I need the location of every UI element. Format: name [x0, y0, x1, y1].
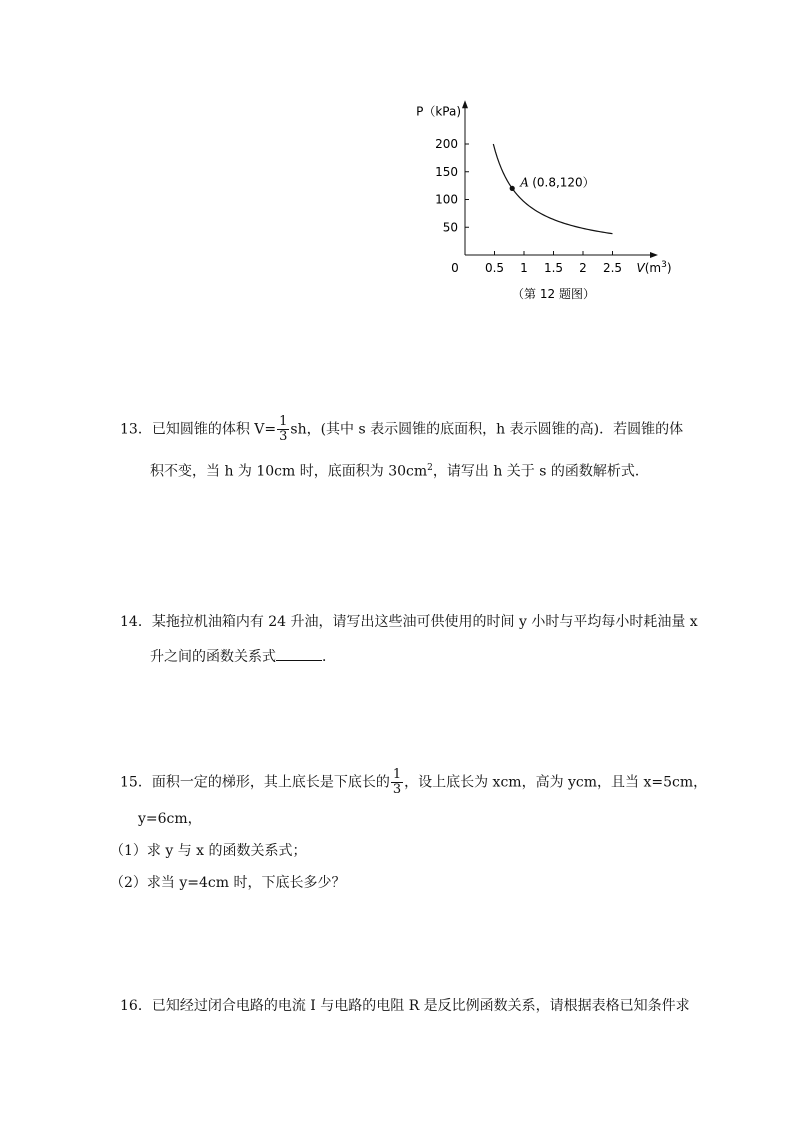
question-15-line-2: y=6cm， [138, 811, 202, 827]
x-tick-label: 2 [579, 261, 587, 275]
one-third-fraction [277, 415, 289, 444]
question-14-line-2a: 升之间的函数关系式 [150, 649, 276, 665]
point-a-name: A [520, 175, 529, 190]
point-a-label: (0.8,120） [532, 175, 595, 190]
fraction-denominator: 3 [392, 782, 402, 797]
y-tick-label: 200 [435, 137, 458, 151]
question-13-line-2b: ，请写出 h 关于 s 的函数解析式． [432, 463, 649, 480]
y-tick-label: 50 [442, 220, 458, 235]
fraction-denominator: 3 [279, 429, 288, 444]
chart-caption: （第 12 题图） [512, 287, 595, 301]
question-13-after-fraction: sh，(其中 s 表示圆锥的底面积，h 表示圆锥的高)．若圆锥的体 [290, 421, 684, 438]
y-axis-arrow [462, 100, 468, 108]
x-tick-label: 0.5 [484, 261, 505, 275]
x-axis-arrow [650, 252, 658, 258]
question-15-prefix: 15．面积一定的梯形，其上底长是下底长的 [120, 774, 390, 791]
question-13-prefix: 13．已知圆锥的体积 V= [120, 421, 277, 438]
question-15-after-fraction: ，设上底长为 xcm，高为 ycm，且当 x=5cm， [404, 774, 708, 791]
question-13-line-1 [120, 414, 684, 444]
question-14-line-2b: ． [322, 649, 336, 665]
question-15-part-2: （2）求当 y=4cm 时，下底长多少？ [110, 875, 346, 891]
y-tick-label: 150 [435, 164, 458, 179]
question-15-part-1: （1）求 y 与 x 的函数关系式； [110, 843, 307, 859]
origin-label: 0 [451, 261, 459, 275]
fraction-numerator: 1 [279, 414, 288, 429]
question-16 [120, 996, 690, 1016]
question-15 [110, 767, 708, 893]
x-tick-label: 2.5 [602, 261, 623, 275]
x-axis-label: $V(m^3)$ [636, 260, 672, 275]
y-tick-label: 100 [435, 192, 458, 207]
question-13 [120, 414, 684, 482]
question-14 [120, 612, 698, 667]
question-15-line-1 [120, 767, 708, 797]
fraction-numerator: 1 [392, 767, 402, 782]
question-16-line-1: 16．已知经过闭合电路的电流 I 与电路的电阻 R 是反比例函数关系，请根据表格已知条件求 [120, 998, 690, 1014]
question-13-line-2a: 积不变，当 h 为 10cm 时，底面积为 30cm [150, 463, 428, 480]
x-tick-label: 1.5 [543, 261, 564, 275]
answer-blank [276, 646, 322, 661]
question-14-line-1: 14．某拖拉机油箱内有 24 升油，请写出这些油可供使用的时间 y 小时与平均每小时耗油量 x [120, 614, 698, 630]
question-14-line-2 [120, 646, 680, 667]
y-axis-label: P（kPa) [416, 104, 461, 119]
x-tick-label: 1 [520, 261, 528, 275]
point-a-marker [510, 186, 515, 191]
question-13-line-2 [120, 458, 680, 482]
pressure-volume-graph [400, 90, 700, 320]
one-third-fraction [391, 768, 403, 797]
chart-svg [400, 90, 700, 320]
square-exponent: 2 [427, 463, 433, 473]
